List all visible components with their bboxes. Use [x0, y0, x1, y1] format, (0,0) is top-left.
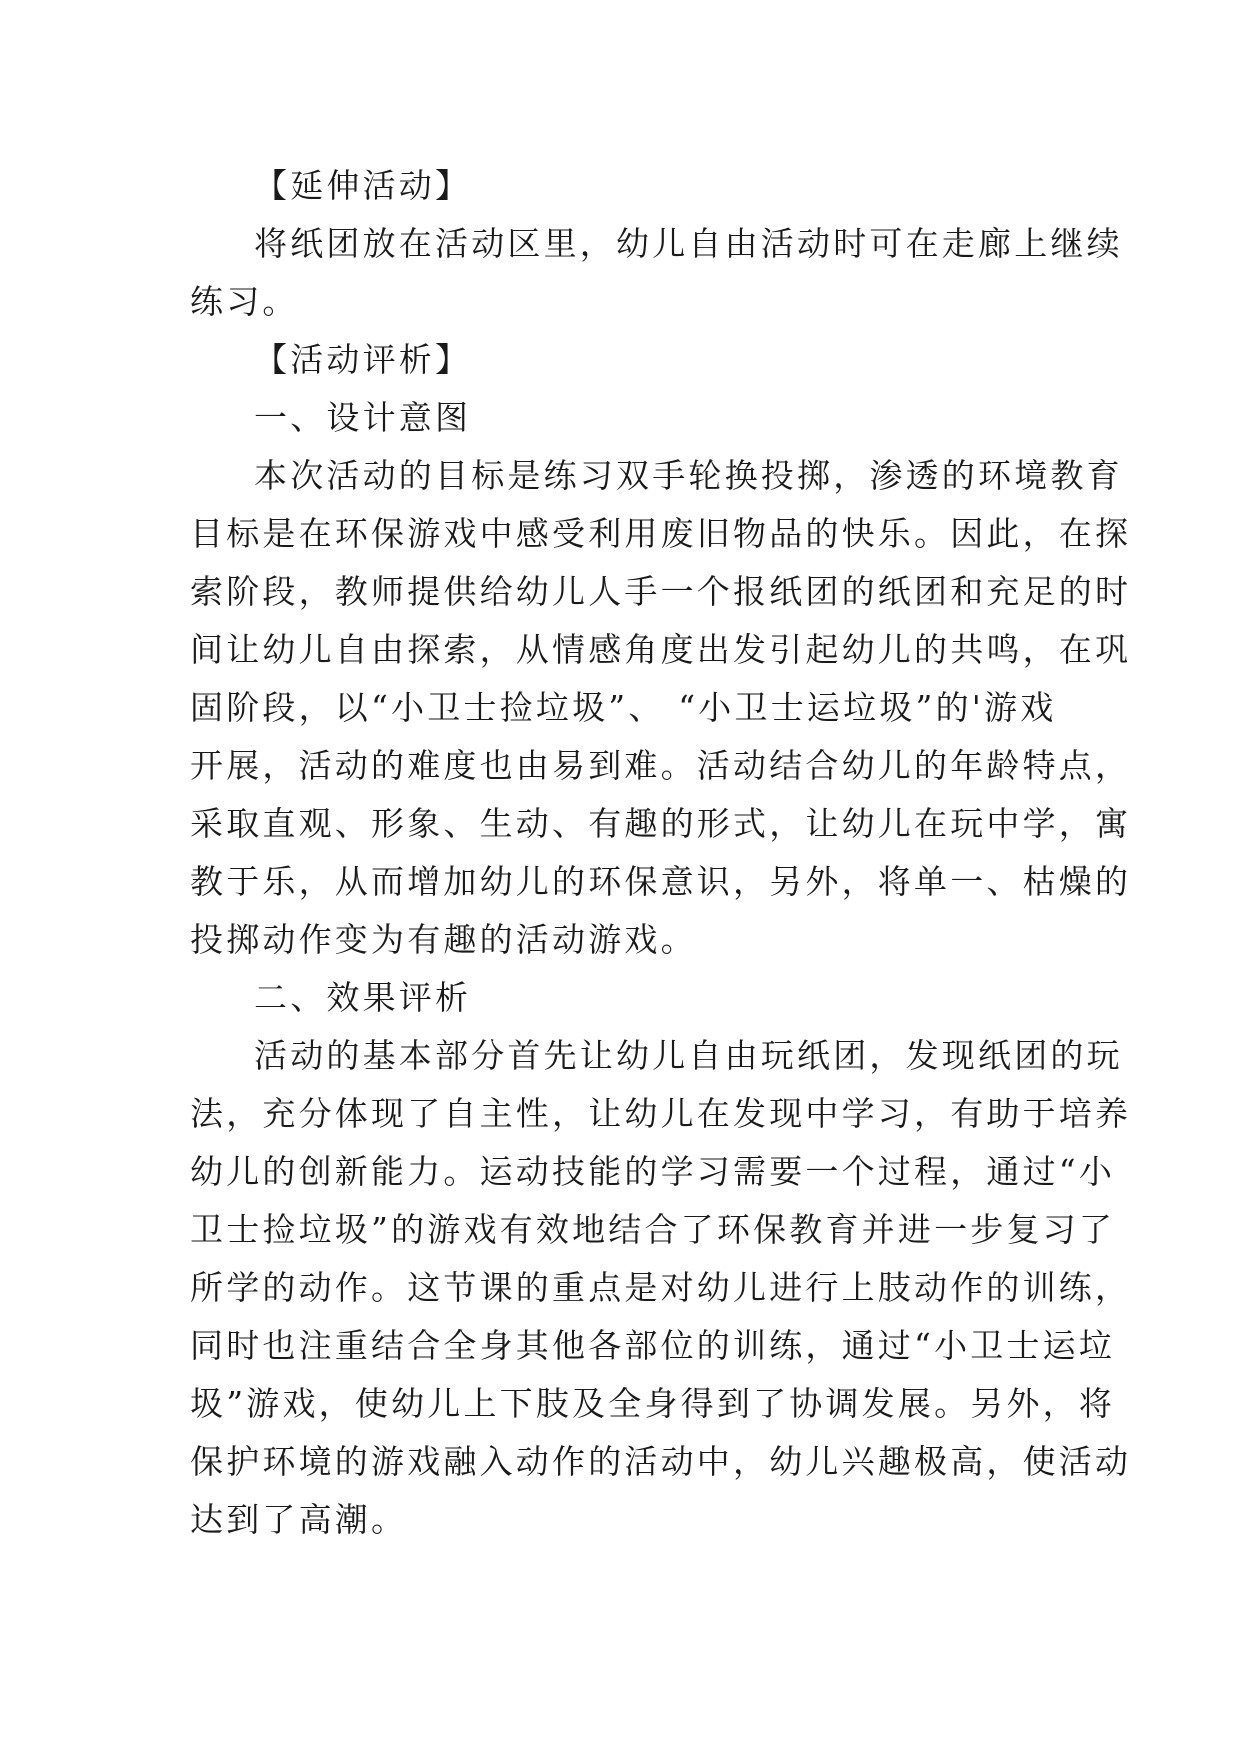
paragraph-line: 幼儿的创新能力。运动技能的学习需要一个过程，通过“小 [190, 1152, 1116, 1191]
paragraph-line: 圾”游戏，使幼儿上下肢及全身得到了协调发展。另外，将 [190, 1384, 1116, 1423]
paragraph-line: 投掷动作变为有趣的活动游戏。 [190, 920, 697, 959]
document-page [190, 157, 1132, 1549]
paragraph-line: 练习。 [190, 282, 299, 321]
paragraph-line: 所学的动作。这节课的重点是对幼儿进行上肢动作的训练， [190, 1268, 1132, 1307]
paragraph-line: 教于乐，从而增加幼儿的环保意识，另外，将单一、枯燥的 [190, 862, 1132, 901]
subsection-heading-design-intent: 一、设计意图 [254, 398, 472, 437]
paragraph-line: 采取直观、形象、生动、有趣的形式，让幼儿在玩中学，寓 [190, 804, 1132, 843]
paragraph-line: 保护环境的游戏融入动作的活动中，幼儿兴趣极高，使活动 [190, 1442, 1132, 1481]
paragraph-line: 将纸团放在活动区里，幼儿自由活动时可在走廊上继续 [254, 224, 1123, 263]
paragraph-line: 卫士捡垃圾”的游戏有效地结合了环保教育并进一步复习了 [190, 1210, 1116, 1249]
paragraph-line: 本次活动的目标是练习双手轮换投掷，渗透的环境教育 [254, 456, 1123, 495]
paragraph-line: 达到了高潮。 [190, 1500, 408, 1539]
paragraph-line: 法，充分体现了自主性，让幼儿在发现中学习，有助于培养 [190, 1094, 1132, 1133]
paragraph-line: 开展，活动的难度也由易到难。活动结合幼儿的年龄特点， [190, 746, 1132, 785]
paragraph-line: 固阶段，以“小卫士捡垃圾”、 “小卫士运垃圾”的'游戏 [190, 688, 1057, 727]
subsection-heading-effect-analysis: 二、效果评析 [254, 978, 472, 1017]
section-heading-extension-activity: 【延伸活动】 [254, 166, 472, 205]
paragraph-line: 间让幼儿自由探索，从情感角度出发引起幼儿的共鸣，在巩 [190, 630, 1132, 669]
paragraph-line: 索阶段，教师提供给幼儿人手一个报纸团的纸团和充足的时 [190, 572, 1132, 611]
paragraph-line: 活动的基本部分首先让幼儿自由玩纸团，发现纸团的玩 [254, 1036, 1123, 1075]
section-heading-activity-analysis: 【活动评析】 [254, 340, 472, 379]
paragraph-line: 同时也注重结合全身其他各部位的训练，通过“小卫士运垃 [190, 1326, 1116, 1365]
paragraph-line: 目标是在环保游戏中感受利用废旧物品的快乐。因此，在探 [190, 514, 1132, 553]
